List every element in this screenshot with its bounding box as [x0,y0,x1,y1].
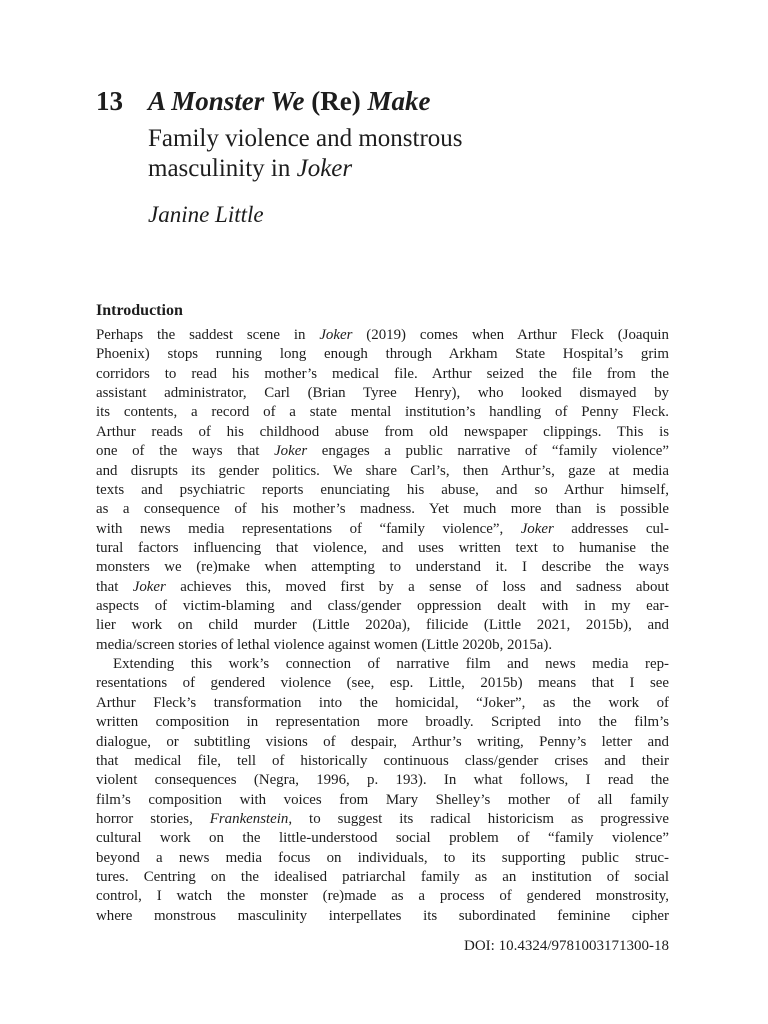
text-line [96,791,669,810]
text-run: (2019) comes when Arthur Fleck (Joaquin [352,327,669,343]
text-line [96,558,669,577]
author-name: Janine Little [148,202,264,227]
italic-text: Joker [132,578,166,595]
text-run: tures. Centring on the idealised patriarchal family as an institution of social [96,869,669,886]
text-run: and disrupts its gender politics. We share Carl’s, then Arthur’s, gaze at media [96,462,669,479]
text-run: achieves this, moved first by a sense of loss and sadness about [165,578,669,595]
text-run: Perhaps the saddest scene in [96,327,320,343]
text-line [96,481,669,500]
chapter-title [148,86,431,116]
text-run: cultural work on the little-understood social problem of “family violence” [96,830,669,847]
chapter-title-part3: Make [367,86,431,116]
text-run: Arthur Fleck’s transformation into the homicidal, “Joker”, as the work of [96,694,669,711]
italic-text: Frankenstein [209,810,289,827]
text-run: with news media representations of “family violence”, [96,520,521,537]
text-run: that medical file, tell of historically continuous class/gender crises and their [96,752,669,769]
subtitle-line-1: Family violence and monstrous [148,125,463,152]
text-run: texts and psychiatric reports enunciating his abuse, and so Arthur himself, [96,481,669,498]
subtitle-line-2-text: masculinity in [148,155,297,182]
text-line [96,849,669,868]
text-run: , to suggest its radical historicism as progressive [288,810,669,827]
text-run: beyond a news media focus on individuals, to its supporting public struc- [96,849,669,866]
subtitle-line-2 [148,154,648,184]
doi-reference: DOI: 10.4324/9781003171300-18 [464,938,669,954]
text-line [96,442,669,461]
text-line [96,345,669,364]
text-line [96,655,669,674]
text-run: as a consequence of his mother’s madness. Yet much more than is possible [96,501,669,518]
text-run: addresses cul- [553,520,669,537]
text-line [96,326,669,345]
text-run: media/screen stories of lethal violence against women (Little 2020b, 2015a). [96,636,553,653]
text-line [96,887,669,906]
text-line [96,829,669,848]
text-line [96,500,669,519]
chapter-title-part1: A Monster We [148,86,305,116]
text-run: that [96,578,133,595]
text-run: Phoenix) stops running long enough through Arkham State Hospital’s grim [96,346,669,363]
text-run: violent consequences (Negra, 1996, p. 193). In what follows, I read the [96,772,669,789]
text-line [96,810,669,829]
italic-text: Joker [319,327,353,343]
text-run: lier work on child murder (Little 2020a), filicide (Little 2021, 2015b), and [96,617,669,634]
text-run: control, I watch the monster (re)made as a process of gendered monstrosity, [96,888,669,905]
text-run: engages a public narrative of “family violence” [307,443,669,460]
text-line [96,713,669,732]
subtitle-line-2-film: Joker [296,155,353,182]
text-line [96,616,669,635]
text-run: its contents, a record of a state mental institution’s handling of Penny Fleck. [96,404,669,421]
text-line [96,597,669,616]
text-line [96,462,669,481]
text-line [96,907,669,926]
text-line [96,771,669,790]
text-line [96,403,669,422]
text-line [96,674,669,693]
text-run: film’s composition with voices from Mary Shelley’s mother of all family [96,791,669,808]
text-run: tural factors influencing that violence, and uses written text to humanise the [96,539,669,556]
text-run: monsters we (re)make when attempting to understand it. I describe the ways [96,559,669,576]
text-run: corridors to read his mother’s medical file. Arthur seized the file from the [96,365,669,382]
text-line [96,868,669,887]
chapter-title-part2: (Re) [304,86,368,116]
text-run: horror stories, [96,810,210,827]
chapter-number: 13 [96,86,123,116]
text-line [96,423,669,442]
text-run: one of the ways that [96,443,275,460]
text-line [96,384,669,403]
text-line [96,365,669,384]
chapter-subtitle [148,124,648,184]
text-run: resentations of gendered violence (see, esp. Little, 2015b) means that I see [96,675,669,692]
text-line [96,733,669,752]
text-line [96,752,669,771]
paragraph [96,326,669,655]
text-line [96,539,669,558]
paragraph [96,655,669,926]
text-run: assistant administrator, Carl (Brian Tyree Henry), who looked dismayed by [96,385,669,402]
text-run: aspects of victim-blaming and class/gender oppression dealt with in my ear- [96,598,669,615]
text-run: Arthur reads of his childhood abuse from old newspaper clippings. This is [96,423,669,440]
chapter-heading [96,84,696,118]
text-line [96,578,669,597]
text-run: Extending this work’s connection of narrative film and news media rep- [113,656,669,673]
text-line [96,694,669,713]
section-heading: Introduction [96,302,183,319]
text-run: written composition in representation more broadly. Scripted into the film’s [96,714,669,731]
italic-text: Joker [274,443,308,460]
text-run: dialogue, or subtitling visions of despair, Arthur’s writing, Penny’s letter and [96,733,669,750]
body-text [96,326,669,926]
italic-text: Joker [520,520,554,537]
text-run: where monstrous masculinity interpellates its subordinated feminine cipher [96,907,669,924]
text-line [96,636,669,655]
text-line [96,520,669,539]
